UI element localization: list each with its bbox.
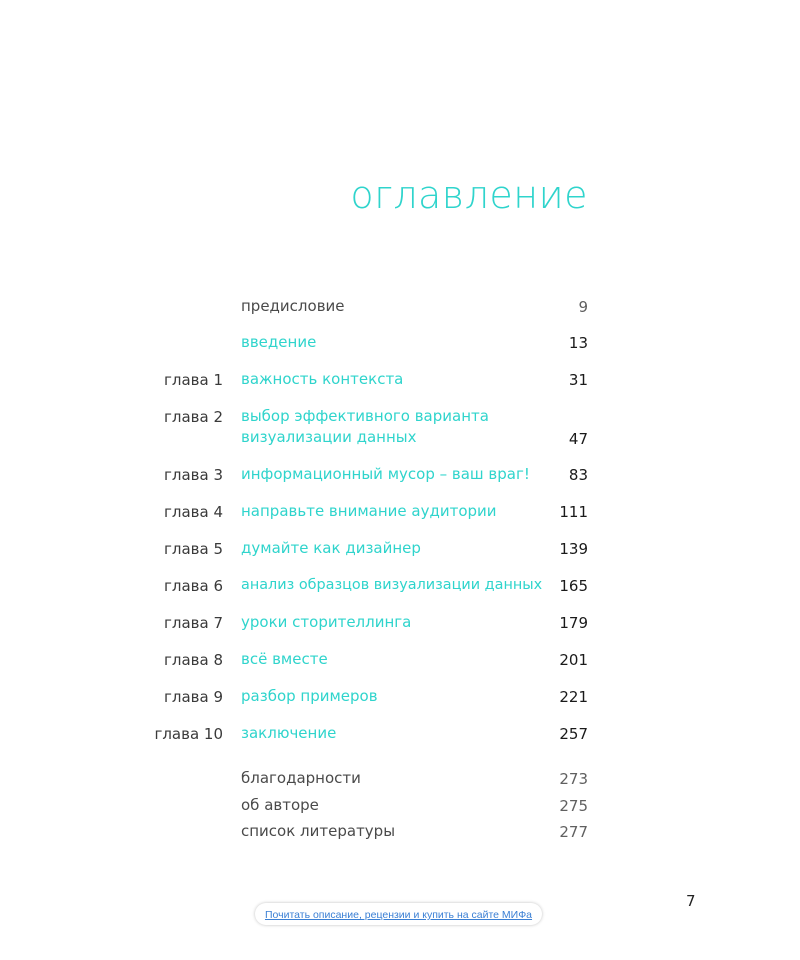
toc-entry-title: важность контекста xyxy=(241,370,404,388)
toc-page-number: 221 xyxy=(559,688,588,706)
chapter-label: глава 1 xyxy=(163,371,223,389)
toc-page-number: 275 xyxy=(559,797,588,815)
page-title: оглавление xyxy=(350,173,588,217)
toc-entry-chapter-8[interactable] xyxy=(0,649,800,671)
chapter-label: глава 4 xyxy=(163,503,223,521)
toc-page-number: 201 xyxy=(559,651,588,669)
page-number: 7 xyxy=(686,892,696,910)
chapter-label: глава 7 xyxy=(163,614,223,632)
toc-entry-preface[interactable] xyxy=(0,296,800,318)
chapter-label: глава 5 xyxy=(163,540,223,558)
toc-entry-introduction[interactable] xyxy=(0,332,800,354)
toc-entry-chapter-2[interactable] xyxy=(0,406,800,450)
chapter-label: глава 8 xyxy=(163,651,223,669)
toc-entry-chapter-10[interactable] xyxy=(0,723,800,745)
toc-entry-chapter-7[interactable] xyxy=(0,612,800,634)
toc-page-number: 13 xyxy=(568,334,588,352)
chapter-label: глава 3 xyxy=(163,466,223,484)
toc-entry-bibliography[interactable] xyxy=(0,821,800,843)
toc-entry-title: список литературы xyxy=(241,822,396,840)
toc-page-number: 83 xyxy=(568,466,588,484)
toc-page-number: 273 xyxy=(559,770,588,788)
toc-entry-chapter-6[interactable] xyxy=(0,575,800,597)
toc-page-number: 165 xyxy=(559,577,588,595)
publisher-link[interactable]: Почитать описание, рецензии и купить на сайте МИФа xyxy=(264,909,533,921)
toc-entry-title: заключение xyxy=(241,724,337,742)
toc-page-number: 179 xyxy=(559,614,588,632)
publisher-link-pill[interactable] xyxy=(255,903,542,925)
toc-entry-title: благодарности xyxy=(241,769,361,787)
toc-entry-chapter-3[interactable] xyxy=(0,464,800,486)
chapter-label: глава 2 xyxy=(163,408,223,426)
toc-page-number: 47 xyxy=(568,430,588,448)
toc-page-number: 9 xyxy=(578,298,588,316)
toc-entry-title: введение xyxy=(241,333,317,351)
toc-entry-title-line-2: визуализации данных xyxy=(241,428,417,446)
chapter-label: глава 10 xyxy=(154,725,223,743)
toc-entry-title: разбор примеров xyxy=(241,687,378,705)
toc-page-number: 277 xyxy=(559,823,588,841)
toc-entry-chapter-1[interactable] xyxy=(0,369,800,391)
toc-page-number: 139 xyxy=(559,540,588,558)
toc-entry-chapter-9[interactable] xyxy=(0,686,800,708)
toc-entry-chapter-4[interactable] xyxy=(0,501,800,523)
toc-entry-title-line-1: выбор эффективного варианта xyxy=(241,407,489,425)
toc-entry-title xyxy=(241,406,561,448)
toc-entry-title: думайте как дизайнер xyxy=(241,539,421,557)
toc-entry-chapter-5[interactable] xyxy=(0,538,800,560)
toc-entry-title: всё вместе xyxy=(241,650,328,668)
toc-entry-title: направьте внимание аудитории xyxy=(241,502,497,520)
chapter-label: глава 9 xyxy=(163,688,223,706)
toc-entry-title: предисловие xyxy=(241,297,345,315)
toc-page-number: 257 xyxy=(559,725,588,743)
toc-page-number: 31 xyxy=(568,371,588,389)
toc-entry-title: уроки сторителлинга xyxy=(241,613,412,631)
toc-entry-about-author[interactable] xyxy=(0,795,800,817)
toc-entry-title: об авторе xyxy=(241,796,319,814)
toc-page-number: 111 xyxy=(559,503,588,521)
toc-entry-acknowledgements[interactable] xyxy=(0,768,800,790)
toc-entry-title: анализ образцов визуализации данных xyxy=(241,577,543,593)
toc-entry-title: информационный мусор – ваш враг! xyxy=(241,465,530,483)
chapter-label: глава 6 xyxy=(163,577,223,595)
